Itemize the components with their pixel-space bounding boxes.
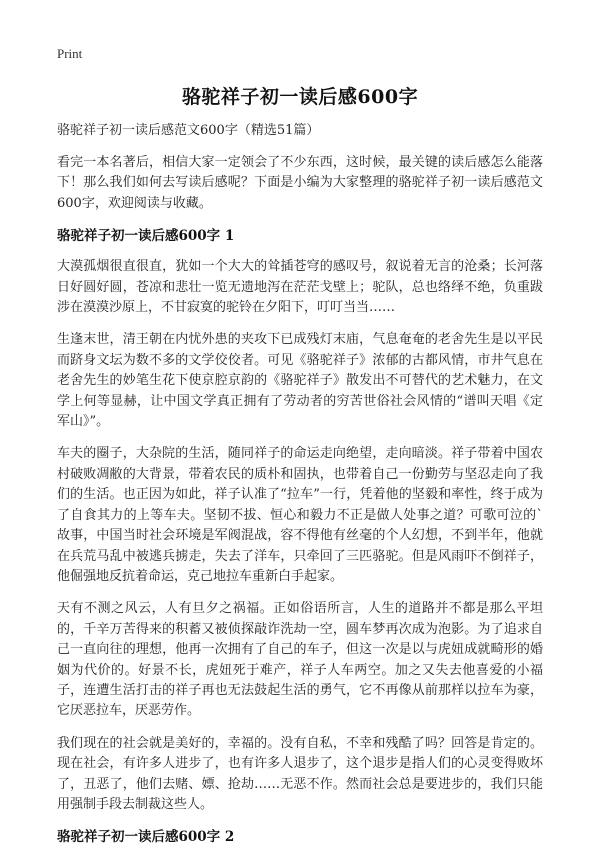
section-1-paragraph-4: 天有不测之风云，人有旦夕之祸福。正如俗语所言，人生的道路并不都是那么平坦的，千辛万苦得来的积蓄又被侦探敲诈洗劫一空，圆车梦再次成为泡影。为了追求自己一直向往的理想，他再一次拥有了自己的车子，但这一次是以与虎妞成就畸形的婚姻为代价的。好景不长，虎妞死于难产，祥子人车两空。加之又失去他喜爱的小福子，连遭生活打击的祥子再也无法鼓起生活的勇气，它不再像从前那样以拉车为豪，它厌恶拉车，厌恶劳作。 xyxy=(57,601,543,719)
document-subtitle: 骆驼祥子初一读后感范文600字（精选51篇） xyxy=(57,123,320,138)
section-heading-1: 骆驼祥子初一读后感600字 1 xyxy=(57,228,235,245)
document-title: 骆驼祥子初一读后感600字 xyxy=(181,86,419,108)
document-body xyxy=(57,121,543,846)
intro-paragraph: 看完一本名著后，相信大家一定领会了不少东西，这时候，最关键的读后感怎么能落下！那么我们如何去写读后感呢？下面是小编为大家整理的骆驼祥子初一读后感范文600字，欢迎阅读与收藏。 xyxy=(57,155,543,211)
section-1-paragraph-5: 我们现在的社会就是美好的，幸福的。没有自私，不幸和残酷了吗？回答是肯定的。现在社会，有许多人进步了，也有许多人退步了，这个退步是指人们的心灵变得败坏了，丑恶了，他们去赌、嫖、抢劫……无恶不作。然而社会总是要进步的，我们只能用强制手段去制裁这些人。 xyxy=(57,735,543,812)
section-1-paragraph-2: 生逢末世，清王朝在内忧外患的夹攻下已成残灯末庙，气息奄奄的老舍先生是以平民而跻身文坛为数不多的文学佼佼者。可见《骆驼祥子》浓郁的古都风情，市井气息在老舍先生的妙笔生花下使京腔京韵的《骆驼祥子》散发出不可替代的艺术魅力，在文学上何等显赫，让中国文学真正拥有了劳动者的穷苦世俗社会风情的“谱叫天唱《定军山》”。 xyxy=(57,332,543,430)
section-1-paragraph-3: 车夫的圈子，大杂院的生活，随同祥子的命运走向绝望，走向暗淡。祥子带着中国农村破败凋敝的大背景，带着农民的质朴和固执，也带着自己一份勤劳与坚忍走向了我们的生活。也正因为如此，祥子认准了“拉车”一行，凭着他的坚毅和率性，终于成为了自食其力的上等车夫。坚韧不拔、恒心和毅力不正是做人处事之道？可歌可泣的`故事，中国当时社会环境是军阀混战，容不得他有丝毫的个人幻想，不到半年，他就在兵荒马乱中被逃兵掳走，失去了洋车，只牵回了三匹骆驼。但是风雨吓不倒祥子，他倔强地反抗着命运，克己地拉车重新白手起家。 xyxy=(57,446,543,584)
section-1-paragraph-1: 大漠孤烟很直很直，犹如一个大大的耸插苍穹的感叹号，叙说着无言的沧桑；长河落日好圆好圆，苍凉和悲壮一览无遗地泻在茫茫戈壁上；驼队，总也络绎不绝，负重跋涉在漠漠沙原上，不甘寂寞的驼铃在夕阳下，叮叮当当…… xyxy=(57,259,543,316)
section-heading-2: 骆驼祥子初一读后感600字 2 xyxy=(57,829,235,846)
print-link[interactable]: Print xyxy=(57,46,83,61)
